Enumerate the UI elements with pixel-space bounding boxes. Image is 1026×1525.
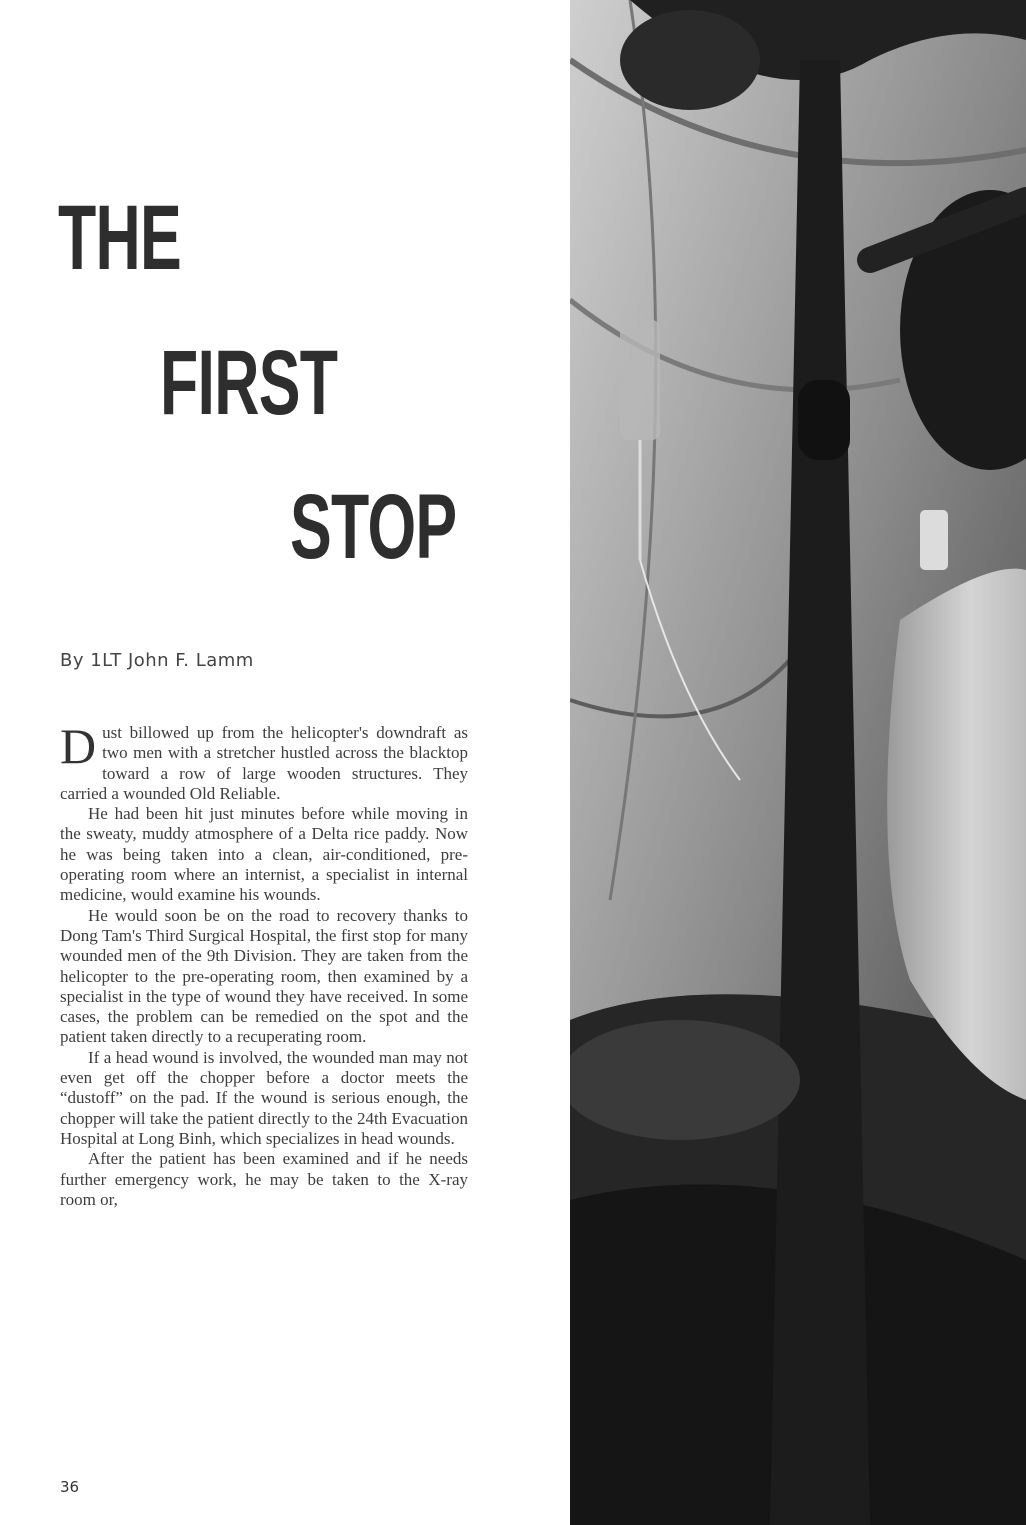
page-number: 36 — [60, 1478, 80, 1496]
article-body — [60, 718, 468, 1210]
article-paragraph-3: He would soon be on the road to recovery thanks to Dong Tam's Third Surgical Hospital, the first stop for many wounded men of the 9th Division. They are taken from the helicopter to the pre-operating room, then examined by a specialist in the type of wound they have received. In some cases, the problem can be remedied on the spot and the patient taken directly to a recuperating room. — [60, 905, 468, 1047]
article-paragraph-5: After the patient has been examined and if he needs further emergency work, he may be taken to the X-ray room or, — [60, 1149, 468, 1209]
title-word-first: FIRST — [160, 332, 338, 434]
byline: By 1LT John F. Lamm — [60, 650, 254, 671]
article-paragraph-2: He had been hit just minutes before while moving in the sweaty, muddy atmosphere of a Delta rice paddy. Now he was being taken into a clean, air-conditioned, pre-operating room where an internist, a specialist in internal medicine, would examine his wounds. — [60, 804, 468, 905]
title-word-the: THE — [58, 187, 182, 289]
article-paragraph-4: If a head wound is involved, the wounded man may not even get off the chopper before a doctor meets the “dustoff” on the pad. If the wound is serious enough, the chopper will take the patient directly to the 24th Evacuation Hospital at Long Binh, which specializes in head wounds. — [60, 1047, 468, 1148]
article-paragraph-1: Dust billowed up from the helicopter's downdraft as two men with a stretcher hustled across the blacktop toward a row of large wooden structures. They carried a wounded Old Reliable. — [60, 718, 468, 803]
hospital-photo — [570, 0, 1026, 1525]
title-word-stop: STOP — [290, 476, 457, 578]
drop-cap: D — [60, 718, 97, 774]
hospital-photo-illustration — [570, 0, 1026, 1525]
